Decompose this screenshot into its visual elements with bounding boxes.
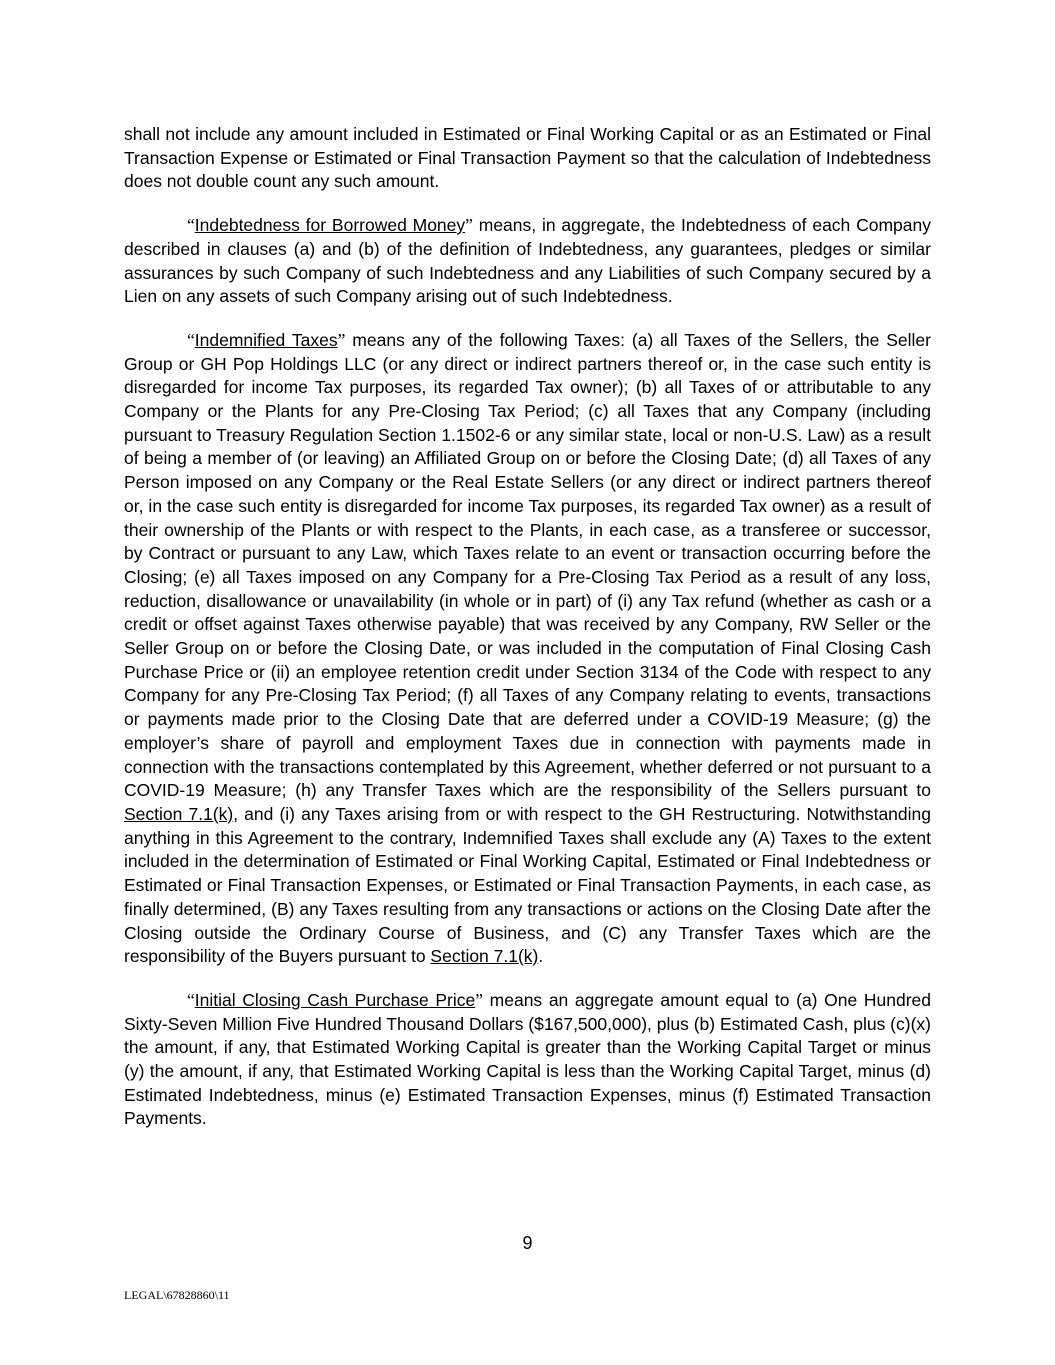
- open-quote: “: [187, 329, 195, 350]
- definition-indemnified-taxes: [124, 329, 931, 969]
- paragraph-indebtedness-continuation: [124, 123, 931, 194]
- definition-text: means any of the following Taxes: (a) all Taxes of the Sellers, the Seller Group or GH Pop Holdings LLC (or any direct or indirect partners thereof or, in the case such entity is disregarded for income Tax purposes, its regarded Tax owner); (b) all Taxes of or attributable to any Company or the Plants for any Pre-Closing Tax Period; (c) all Taxes that any Company (including pursuant to Treasury Regulation Section 1.1502-6 or any similar state, local or non-U.S. Law) as a result of being a member of (or leaving) an Affiliated Group on or before the Closing Date; (d) all Taxes of any Person imposed on any Company or the Real Estate Sellers (or any direct or indirect partners thereof or, in the case such entity is disregarded for income Tax purposes, its regarded Tax owner) as a result of their ownership of the Plants or with respect to the Plants, in each case, as a transferee or successor, by Contract or pursuant to any Law, which Taxes relate to an event or transaction occurring before the Closing; (e) all Taxes imposed on any Company for a Pre-Closing Tax Period as a result of any loss, reduction, disallowance or unavailability (in whole or in part) of (i) any Tax refund (whether as cash or a credit or offset against Taxes otherwise payable) that was received by any Company, RW Seller or the Seller Group on or before the Closing Date, or was included in the computation of Final Closing Cash Purchase Price or (ii) an employee retention credit under Section 3134 of the Code with respect to any Company for any Pre-Closing Tax Period; (f) all Taxes of any Company relating to events, transactions or payments made prior to the Closing Date that are deferred under a COVID-19 Measure; (g) the employer’s share of payroll and employment Taxes due in connection with payments made in connection with the transactions contemplated by this Agreement, whether deferred or not pursuant to a COVID-19 Measure; (h) any Transfer Taxes which are the responsibility of the Sellers pursuant to: [124, 329, 931, 801]
- defined-term: Indebtedness for Borrowed Money: [194, 215, 466, 236]
- open-quote: “: [187, 989, 195, 1010]
- open-quote: “: [187, 215, 195, 236]
- document-body: [124, 123, 931, 1151]
- close-quote: ”: [475, 989, 484, 1010]
- definition-text: means an aggregate amount equal to (a) One Hundred Sixty-Seven Million Five Hundred Thousand Dollars ($167,500,000), plus (b) Estimated Cash, plus (c)(x) the amount, if any, that Estimated Working Capital is greater than the Working Capital Target or minus (y) the amount, if any, that Estimated Working Capital is less than the Working Capital Target, minus (d) Estimated Indebtedness, minus (e) Estimated Transaction Expenses, minus (f) Estimated Transaction Payments.: [124, 989, 931, 1129]
- page-number: 9: [522, 1233, 533, 1253]
- defined-term: Indemnified Taxes: [194, 329, 338, 350]
- paragraph-text: shall not include any amount included in Estimated or Final Working Capital or as an Estimated or Final Transaction Expense or Estimated or Final Transaction Payment so that the calculation of Indebtedness does not double count any such amount.: [124, 124, 931, 192]
- definition-text: means, in aggregate, the Indebtedness of each Company described in clauses (a) and (b) of the definition of Indebtedness, any guarantees, pledges or similar assurances by such Company of such Indebtedness and any Liabilities of such Company secured by a Lien on any assets of such Company arising out of such Indebtedness.: [124, 215, 931, 307]
- close-quote: ”: [465, 215, 473, 236]
- definition-indebtedness-for-borrowed-money: [124, 214, 931, 309]
- definition-text: , and (i) any Taxes arising from or with respect to the GH Restructuring. Notwithstanding anything in this Agreement to the contrary, Indemnified Taxes shall exclude any (A) Taxes to the extent included in the determination of Estimated or Final Working Capital, Estimated or Final Indebtedness or Estimated or Final Transaction Expenses, or Estimated or Final Transaction Payments, in each case, as finally determined, (B) any Taxes resulting from any transactions or actions on the Closing Date after the Closing outside the Ordinary Course of Business, and (C) any Transfer Taxes which are the responsibility of the Buyers pursuant to: [124, 803, 931, 967]
- definition-initial-closing-cash-purchase-price: [124, 989, 931, 1131]
- close-quote: ”: [337, 329, 346, 350]
- section-reference-link[interactable]: Section 7.1(k): [124, 803, 234, 824]
- defined-term: Initial Closing Cash Purchase Price: [194, 989, 476, 1010]
- definition-text: .: [538, 946, 544, 967]
- section-reference-link[interactable]: Section 7.1(k): [430, 946, 539, 967]
- document-id: LEGAL\67828860\11: [124, 1288, 230, 1302]
